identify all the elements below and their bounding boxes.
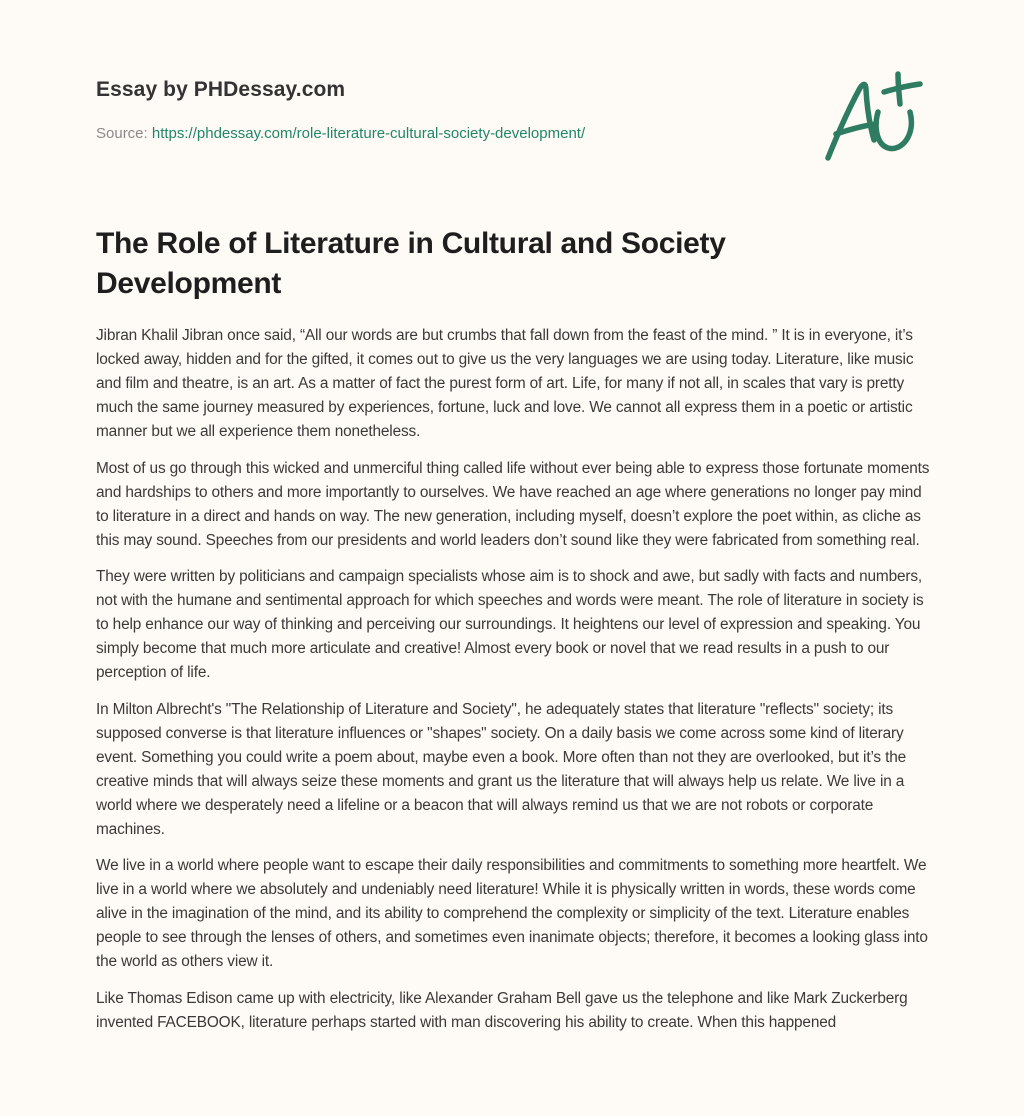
- site-brand: Essay by PHDessay.com: [96, 78, 346, 101]
- essay-title: The Role of Literature in Cultural and Society Development: [96, 227, 726, 300]
- essay-paragraph: Like Thomas Edison came up with electricity, like Alexander Graham Bell gave us the telephone and like Mark Zuckerberg invented FACEBOOK, literature perhaps started with man discovering his ability to create. When this happened: [96, 989, 908, 1031]
- essay-paragraph: We live in a world where people want to escape their daily responsibilities and commitments to something more heartfelt. We live in a world where we absolutely and undeniably need literature! While it is physically written in words, these words come alive in the imagination of the mind, and its ability to comprehend the complexity or simplicity of the text. Literature enables people to see through the lenses of others, and sometimes even inanimate objects; therefore, it becomes a looking glass into the world as others view it.: [96, 857, 928, 970]
- essay-paragraph: In Milton Albrecht's "The Relationship of Literature and Society", he adequately states that literature "reflects" society; its supposed converse is that literature influences or "shapes" society. On a daily basis we come across some kind of literary event. Something you could write a poem about, maybe even a book. More often than not they are overlooked, but it’s the creative minds that will always seize these moments and grant us the literature that will always help us relate. We live in a world where we desperately need a lifeline or a beacon that will always remind us that we are not robots or corporate machines.: [96, 700, 907, 838]
- essay-paragraph: Jibran Khalil Jibran once said, “All our words are but crumbs that fall down from the feast of the mind. ” It is in everyone, it’s locked away, hidden and for the gifted, it comes out to give us the very languages we are using today. Literature, like music and film and theatre, is an art. As a matter of fact the purest form of art. Life, for many if not all, in scales that vary is pretty much the same journey measured by experiences, fortune, luck and love. We cannot all express them in a poetic or artistic manner but we all experience them nonetheless.: [96, 327, 914, 440]
- a-plus-grade-icon: [822, 68, 926, 164]
- source-link[interactable]: https://phdessay.com/role-literature-cultural-society-development/: [151, 125, 586, 142]
- page-header: [96, 76, 928, 142]
- source-label: Source:: [96, 125, 152, 142]
- essay-body: [96, 324, 932, 1047]
- essay-paragraph: Most of us go through this wicked and unmerciful thing called life without ever being able to express those fortunate moments and hardships to others and more importantly to ourselves. We have reached an age where generations no longer pay mind to literature in a direct and hands on way. The new generation, including myself, doesn’t explore the poet within, as cliche as this may sound. Speeches from our presidents and world leaders don’t sound like they were fabricated from something real.: [96, 459, 930, 549]
- source-line: [96, 124, 585, 144]
- essay-paragraph: They were written by politicians and campaign specialists whose aim is to shock and awe, but sadly with facts and numbers, not with the humane and sentimental approach for which speeches and words were meant. The role of literature in society is to help enhance our way of thinking and perceiving our surroundings. It heightens our level of expression and speaking. You simply become that much more articulate and creative! Almost every book or novel that we read results in a push to our perception of life.: [96, 568, 924, 681]
